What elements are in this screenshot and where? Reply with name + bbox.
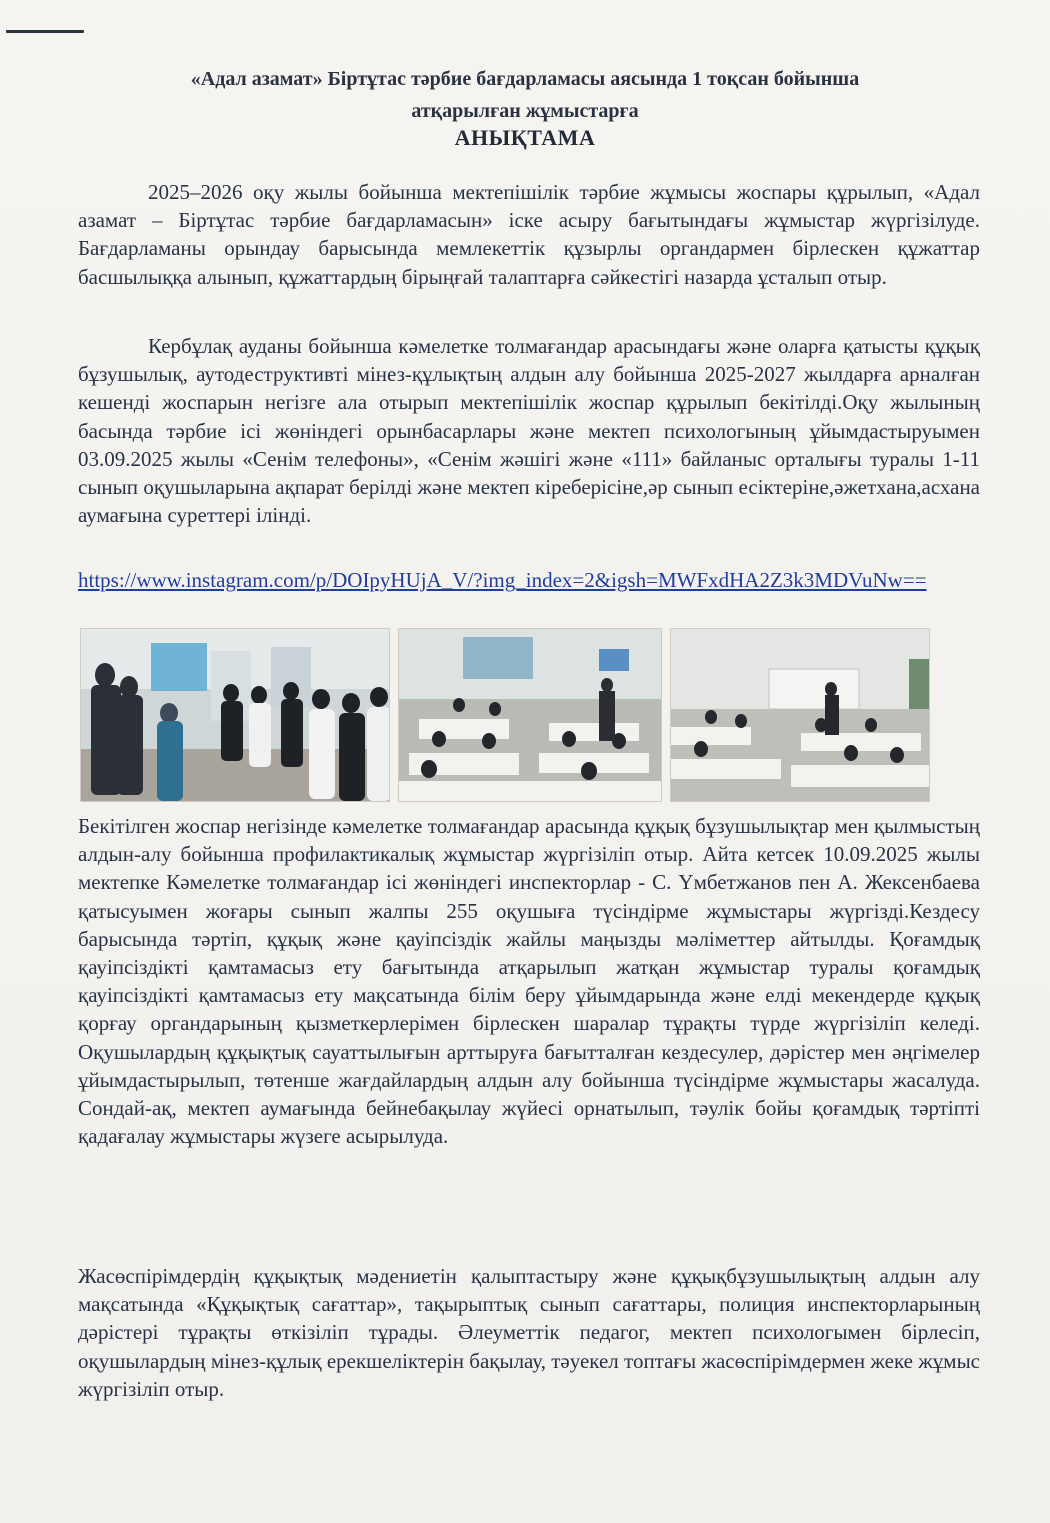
photo-classroom-1 — [398, 628, 662, 802]
photo-hallway-image — [81, 629, 389, 801]
title-line-1: «Адал азамат» Біртұтас тәрбие бағдарламасы аясында 1 тоқсан бойынша — [190, 68, 860, 90]
paragraph-2-text: Кербұлақ ауданы бойынша кәмелетке толмағандар арасындағы және оларға қатысты құқық бұзушылық, аутодеструктивті мінез-құлықтың алдын алу бойынша 2025-2027 жылдарға арналған кешенді жоспарын негізге ала отырып мектепішілік жоспар құрылып бекітілді.Оқу жылының басында тәрбие ісі жөніндегі орынбасарлары және мектеп психологының ұйымдастыруымен 03.09.2025 жылы «Сенім телефоны», «Сенім жәшігі және «111» байланыс орталығы туралы 1-11 сынып оқушыларына ақпарат берілді және мектеп кіреберісіне,әр сынып есіктеріне,әжетхана,асхана аумағына суреттері ілінді. — [78, 334, 980, 528]
photo-hallway-meeting — [80, 628, 390, 802]
paragraph-3 — [78, 812, 980, 1150]
paragraph-3-text: Бекітілген жоспар негізінде кәмелетке толмағандар арасында құқық бұзушылықтар мен қылмыстың алдын-алу бойынша профилактикалық жұмыстар жүргізіліп отыр. Айта кетсек 10.09.2025 жылы мектепке Кәмелетке толмағандар ісі жөніндегі инспекторлар - С. Үмбетжанов пен А. Жексенбаева қатысуымен жоғары сынып жалпы 255 оқушыға түсіндірме жұмыстары жүргізді.Кездесу барысында тәртіп, құқық және қауіпсіздік жайлы маңызды мәліметтер айтылды. Қоғамдық қауіпсіздікті қамтамасыз ету бағытында атқарылып жатқан жұмыстар туралы қоғамдық қауіпсіздікті қамтамасыз ету мақсатында білім беру ұйымдарында және елді мекендерде құқық қорғау органдарының қызметкерлерімен бірлескен шаралар тұрақты түрде жүргізіліп келеді. Оқушылардың құқықтық сауаттылығын арттыруға бағытталған кездесулер, дәрістер мен әңгімелер ұйымдастырылып, төтенше жағдайлардың алдын алу бойынша түсіндірме жұмыстары жасалуда. Сондай-ақ, мектеп аумағында бейнебақылау жүйесі орнатылып, тәулік бойы қоғамдық тәртіпті қадағалау жұмыстары жүзеге асырылуда. — [78, 814, 980, 1149]
paragraph-2 — [78, 332, 980, 529]
photo-classroom-1-image — [399, 629, 661, 801]
paragraph-4 — [78, 1262, 980, 1403]
document-heading: АНЫҚТАМА — [454, 125, 596, 150]
title-line-2: атқарылған жұмыстарға — [411, 100, 639, 122]
paragraph-4-text: Жасөспірімдердің құқықтық мәдениетін қалыптастыру және құқықбұзушылықтың алдын алу мақсатында «Құқықтық сағаттар», тақырыптық сынып сағаттары, полиция инспекторларының дәрістері тұрақты өткізіліп тұрады. Әлеуметтік педагог, мектеп психологымен бірлесіп, оқушылардың мінез-құлық ерекшеліктерін бақылау, тәуекел топтағы жасөспірімдермен жеке жұмыс жүргізіліп отыр. — [78, 1264, 980, 1401]
photo-classroom-2 — [670, 628, 930, 802]
paragraph-1-text: 2025–2026 оқу жылы бойынша мектепішілік тәрбие жұмысы жоспары құрылып, «Адал азамат – Біртұтас тәрбие бағдарламасын» іске асыру бағытындағы жұмыстар жүргізілуде. Бағдарламаны орындау барысында мемлекеттік құзырлы органдармен бірлескен құжаттар басшылыққа алынып, құжаттардың бірыңғай талаптарға сәйкестігі назарда ұсталып отыр. — [78, 180, 980, 289]
paragraph-1 — [78, 178, 980, 291]
photo-classroom-2-image — [671, 629, 929, 801]
corner-mark — [6, 30, 84, 33]
instagram-link[interactable]: https://www.instagram.com/p/DOIpyHUjA_V/?img_index=2&igsh=MWFxdHA2Z3k3MDVuNw== — [78, 568, 927, 592]
